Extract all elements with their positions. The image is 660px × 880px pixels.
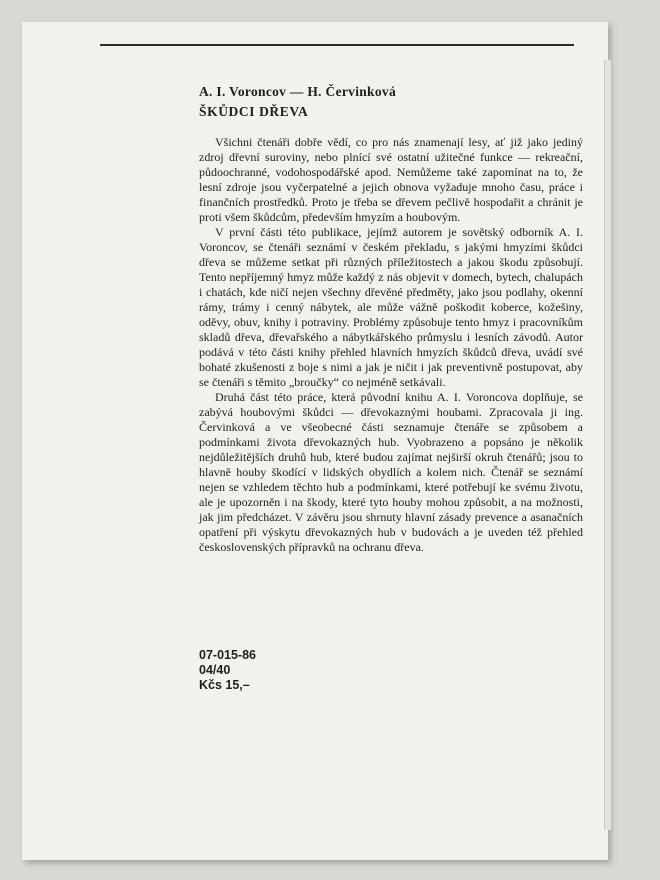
top-rule: [100, 44, 574, 46]
blurb-paragraph-2: V první části této publikace, jejímž autorem je sovětský odborník A. I. Voroncov, se čtenáři seznámí v českém překladu, s jakými hmyzími škůdci dřeva se můžeme setkat při různých příležitostech a jakou škodu způsobují. Tento nepříjemný hmyz může každý z nás objevit v domech, bytech, chalupách i chatách, kde ničí nejen všechny dřevěné předměty, jako jsou podlahy, okenní rámy, trámy i cenný nábytek, ale může vážně poškodit koberce, kožešiny, oděvy, obuv, knihy i potraviny. Problémy způsobuje tento hmyz i pracovníkům skladů dřeva, dřevařského a nábytkářského průmyslu i lesních závodů. Autor podává v této části knihy přehled hlavních hmyzích škůdců dřeva, uvádí své bohaté zkušenosti z boje s nimi a jak je ničit i jak preventivně postupovat, aby se čtenáři s těmito „broučky“ co nejméně setkávali.: [199, 225, 583, 389]
imprint-block: [199, 648, 256, 693]
book-back-cover: [22, 22, 608, 860]
publication-code: 07-015-86: [199, 648, 256, 662]
price: Kčs 15,–: [199, 678, 250, 692]
blurb-text: [199, 135, 583, 555]
book-authors: A. I. Voroncov — H. Červinková: [199, 84, 397, 99]
book-header: [199, 84, 579, 120]
book-title: ŠKŮDCI DŘEVA: [199, 104, 309, 119]
blurb-paragraph-1: Všichni čtenáři dobře vědí, co pro nás znamenají lesy, ať již jako jediný zdroj dřevní suroviny, nebo plnící své ostatní užitečné funkce — rekreační, půdoochranné, vodohospodářské apod. Nemůžeme také zapomínat na to, že lesní zdroje jsou vyčerpatelné a jejich obnova vyžaduje mnoho času, práce i finančních prostředků. Proto je třeba se dřevem pečlivě hospodařit a chránit je proti všem škůdcům, především hmyzím a houbovým.: [199, 135, 583, 224]
publication-number: 04/40: [199, 663, 231, 677]
blurb-paragraph-3: Druhá část této práce, která původní knihu A. I. Voroncova doplňuje, se zabývá houbovými škůdci — dřevokaznými houbami. Zpracovala ji ing. Červinková a ve všeobecné části seznamuje čtenáře se způsobem a podmínkami života dřevokazných hub. Vyobrazeno a popsáno je několik nejdůležitějších druhů hub, které budou zajímat nejširší okruh čtenářů; jsou to hlavně houby škodící v lidských obydlích a kolem nich. Čtenář se seznámí nejen se vzhledem těchto hub a podmínkami, které potřebují ke svému životu, ale je upozorněn i na škody, které tyto houby mohou způsobit, a na možnosti, jak jim předcházet. V závěru jsou shrnuty hlavní zásady prevence a asanačních opatření při výskytu dřevokazných hub v budovách a je uveden též přehled československých přípravků na ochranu dřeva.: [199, 390, 583, 554]
page-edge: [604, 60, 611, 830]
